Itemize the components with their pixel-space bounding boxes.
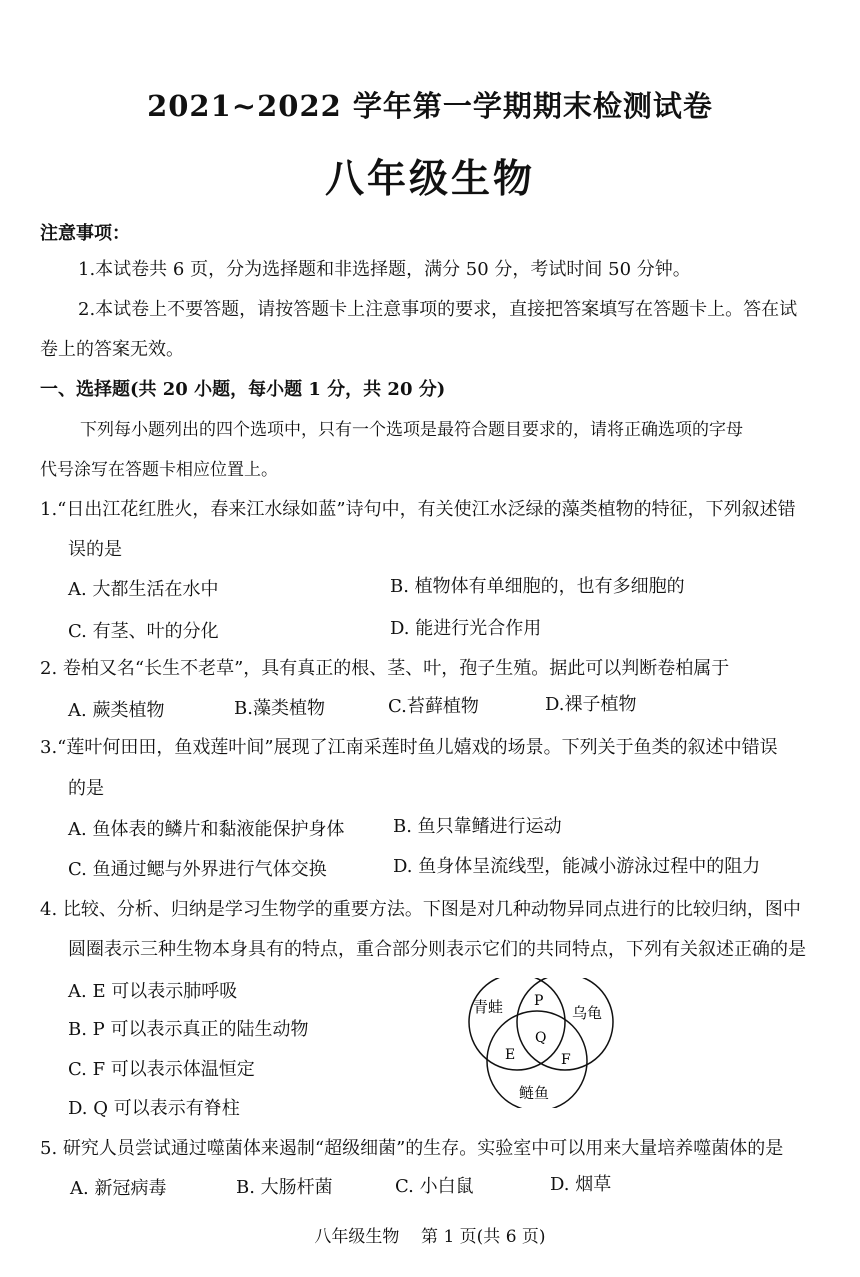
q4-option-b: B. P 可以表示真正的陆生动物 xyxy=(68,1019,309,1040)
section-heading: 一、选择题(共 20 小题，每小题 1 分，共 20 分) xyxy=(40,379,446,400)
exam-title: 2021~2022 学年第一学期期末检测试卷 xyxy=(147,89,713,123)
q3-option-c: C. 鱼通过鳃与外界进行气体交换 xyxy=(68,859,327,880)
venn-label-turtle: 乌龟 xyxy=(572,1004,603,1022)
q4-option-d: D. Q 可以表示有脊柱 xyxy=(68,1098,240,1119)
q2-option-c: C.苔藓植物 xyxy=(388,696,479,717)
venn-label-q: Q xyxy=(535,1030,547,1046)
question-1-stem: 1.“日出江花红胜火，春来江水绿如蓝”诗句中，有关使江水泛绿的藻类植物的特征，下列叙述错 xyxy=(40,499,796,520)
notice-heading: 注意事项： xyxy=(40,223,130,244)
q3-option-d: D. 鱼身体呈流线型，能减小游泳过程中的阻力 xyxy=(393,856,761,877)
q4-option-a: A. E 可以表示肺呼吸 xyxy=(68,981,238,1002)
question-1-stem-cont: 误的是 xyxy=(68,539,122,560)
notice-item-2: 2.本试卷上不要答题，请按答题卡上注意事项的要求，直接把答案填写在答题卡上。答在试 xyxy=(78,299,798,320)
q3-option-b: B. 鱼只靠鳍进行运动 xyxy=(393,816,562,837)
venn-diagram xyxy=(455,978,655,1108)
q1-option-d: D. 能进行光合作用 xyxy=(390,618,542,639)
q1-option-a: A. 大都生活在水中 xyxy=(68,579,219,600)
q2-option-b: B.藻类植物 xyxy=(234,698,325,719)
section-instruction: 下列每小题列出的四个选项中，只有一个选项是最符合题目要求的，请将正确选项的字母 xyxy=(80,420,743,440)
notice-item-1: 1.本试卷共 6 页，分为选择题和非选择题，满分 50 分，考试时间 50 分钟。 xyxy=(78,259,691,280)
q1-option-c: C. 有茎、叶的分化 xyxy=(68,621,219,642)
notice-item-2-cont: 卷上的答案无效。 xyxy=(40,339,184,360)
q2-option-a: A. 蕨类植物 xyxy=(68,700,165,721)
venn-label-e: E xyxy=(505,1047,516,1063)
question-3-stem: 3.“莲叶何田田，鱼戏莲叶间”展现了江南采莲时鱼儿嬉戏的场景。下列关于鱼类的叙述中错误 xyxy=(40,737,778,758)
q4-option-c: C. F 可以表示体温恒定 xyxy=(68,1059,255,1080)
q5-option-b: B. 大肠杆菌 xyxy=(236,1177,333,1198)
q5-option-a: A. 新冠病毒 xyxy=(70,1178,167,1199)
question-2-stem: 2. 卷柏又名“长生不老草”，具有真正的根、茎、叶，孢子生殖。据此可以判断卷柏属于 xyxy=(40,658,730,679)
venn-label-p: P xyxy=(534,993,544,1009)
section-instruction-cont: 代号涂写在答题卡相应位置上。 xyxy=(40,460,278,480)
page-footer: 八年级生物 第 1 页(共 6 页) xyxy=(314,1227,546,1247)
q2-option-d: D.裸子植物 xyxy=(545,694,637,715)
venn-label-fish: 鲢鱼 xyxy=(519,1084,550,1102)
q1-option-b: B. 植物体有单细胞的，也有多细胞的 xyxy=(390,576,685,597)
question-4-stem: 4. 比较、分析、归纳是学习生物学的重要方法。下图是对几种动物异同点进行的比较归纳，图中 xyxy=(40,899,801,920)
question-5-stem: 5. 研究人员尝试通过噬菌体来遏制“超级细菌”的生存。实验室中可以用来大量培养噬菌体的是 xyxy=(40,1138,784,1159)
question-3-stem-cont: 的是 xyxy=(68,778,104,799)
venn-label-frog: 青蛙 xyxy=(473,998,504,1016)
q5-option-c: C. 小白鼠 xyxy=(395,1176,474,1197)
q3-option-a: A. 鱼体表的鳞片和黏液能保护身体 xyxy=(68,819,345,840)
q5-option-d: D. 烟草 xyxy=(550,1174,612,1195)
exam-subject: 八年级生物 xyxy=(324,156,535,202)
venn-label-f: F xyxy=(561,1052,571,1068)
question-4-stem-cont: 圆圈表示三种生物本身具有的特点，重合部分则表示它们的共同特点，下列有关叙述正确的是 xyxy=(68,939,806,960)
